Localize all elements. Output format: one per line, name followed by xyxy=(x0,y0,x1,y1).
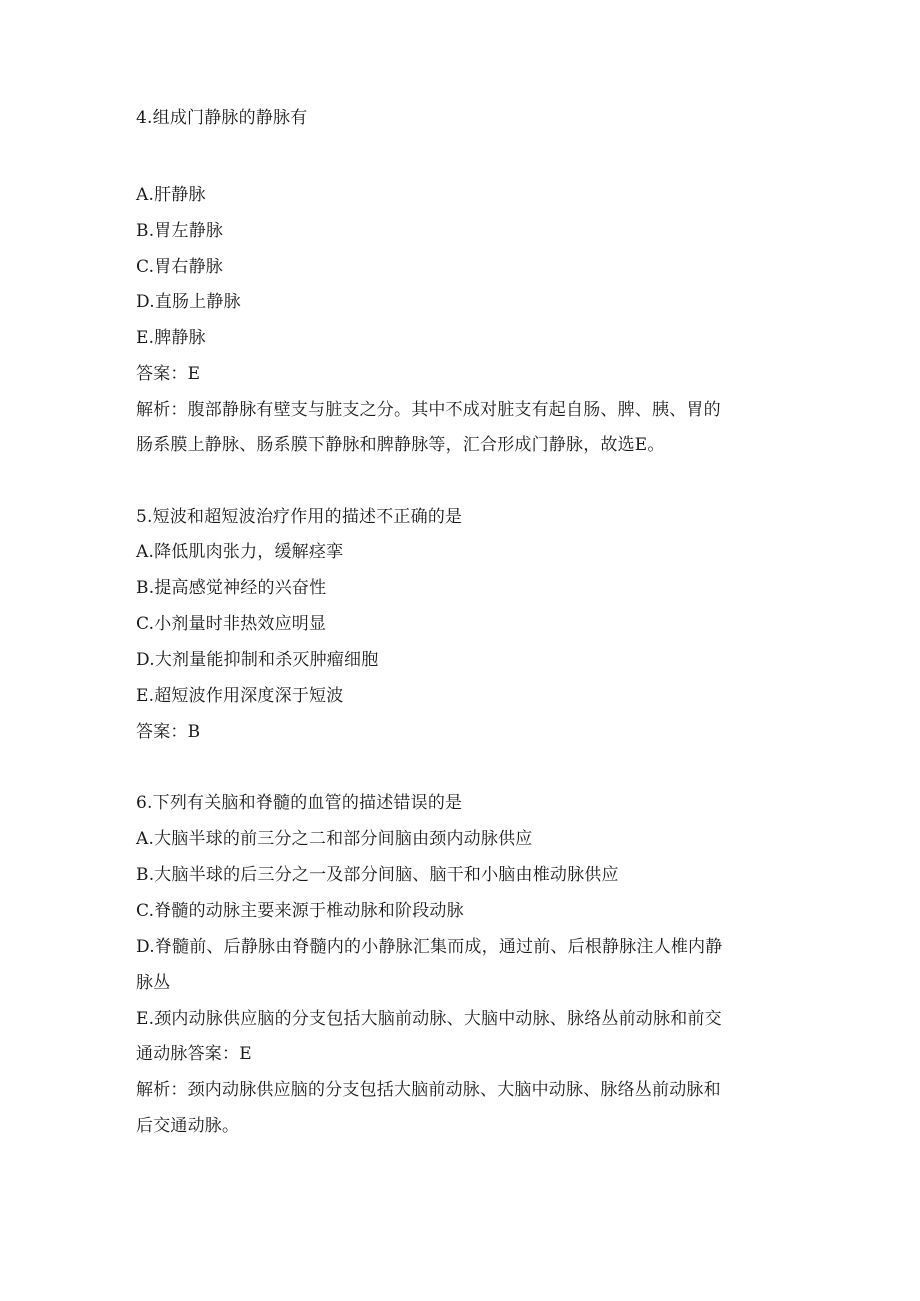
question-6-option-e-line-1: E.颈内动脉供应脑的分支包括大脑前动脉、大脑中动脉、脉络丛前动脉和前交 xyxy=(136,1009,722,1029)
question-5-option-e: E.超短波作用深度深于短波 xyxy=(136,686,344,706)
question-4-stem: 4.组成门静脉的静脉有 xyxy=(136,108,308,128)
question-6-option-d-line-2: 脉丛 xyxy=(136,973,171,993)
question-6-option-a: A.大脑半球的前三分之二和部分间脑由颈内动脉供应 xyxy=(136,829,533,849)
question-4-analysis-line-1: 解析：腹部静脉有壁支与脏支之分。其中不成对脏支有起自肠、脾、胰、胃的 xyxy=(136,400,721,420)
question-6-option-d-line-1: D.脊髓前、后静脉由脊髓内的小静脉汇集而成，通过前、后根静脉注人椎内静 xyxy=(136,937,723,957)
question-5-option-b: B.提高感觉神经的兴奋性 xyxy=(136,578,327,598)
question-4-option-d: D.直肠上静脉 xyxy=(136,292,241,312)
question-5-option-a: A.降低肌肉张力，缓解痉挛 xyxy=(136,542,344,562)
question-6-option-c: C.脊髓的动脉主要来源于椎动脉和阶段动脉 xyxy=(136,901,464,921)
question-5-option-c: C.小剂量时非热效应明显 xyxy=(136,614,327,634)
question-5-stem: 5.短波和超短波治疗作用的描述不正确的是 xyxy=(136,507,463,527)
question-5-answer: 答案：B xyxy=(136,722,201,742)
question-4-option-c: C.胃右静脉 xyxy=(136,257,224,277)
question-4-option-e: E.脾静脉 xyxy=(136,328,206,348)
question-6-option-e-line-2: 通动脉答案：E xyxy=(136,1044,252,1064)
question-4-answer: 答案：E xyxy=(136,364,201,384)
question-6-option-b: B.大脑半球的后三分之一及部分间脑、脑干和小脑由椎动脉供应 xyxy=(136,865,619,885)
question-6-analysis-line-1: 解析：颈内动脉供应脑的分支包括大脑前动脉、大脑中动脉、脉络丛前动脉和 xyxy=(136,1080,721,1100)
question-6-stem: 6.下列有关脑和脊髓的血管的描述错误的是 xyxy=(136,793,463,813)
question-4-option-b: B.胃左静脉 xyxy=(136,221,224,241)
question-4-analysis-line-2: 肠系膜上静脉、肠系膜下静脉和脾静脉等，汇合形成门静脉，故选E。 xyxy=(136,435,665,455)
question-5-option-d: D.大剂量能抑制和杀灭肿瘤细胞 xyxy=(136,650,379,670)
question-6-analysis-line-2: 后交通动脉。 xyxy=(136,1116,240,1136)
question-4-option-a: A.肝静脉 xyxy=(136,185,206,205)
